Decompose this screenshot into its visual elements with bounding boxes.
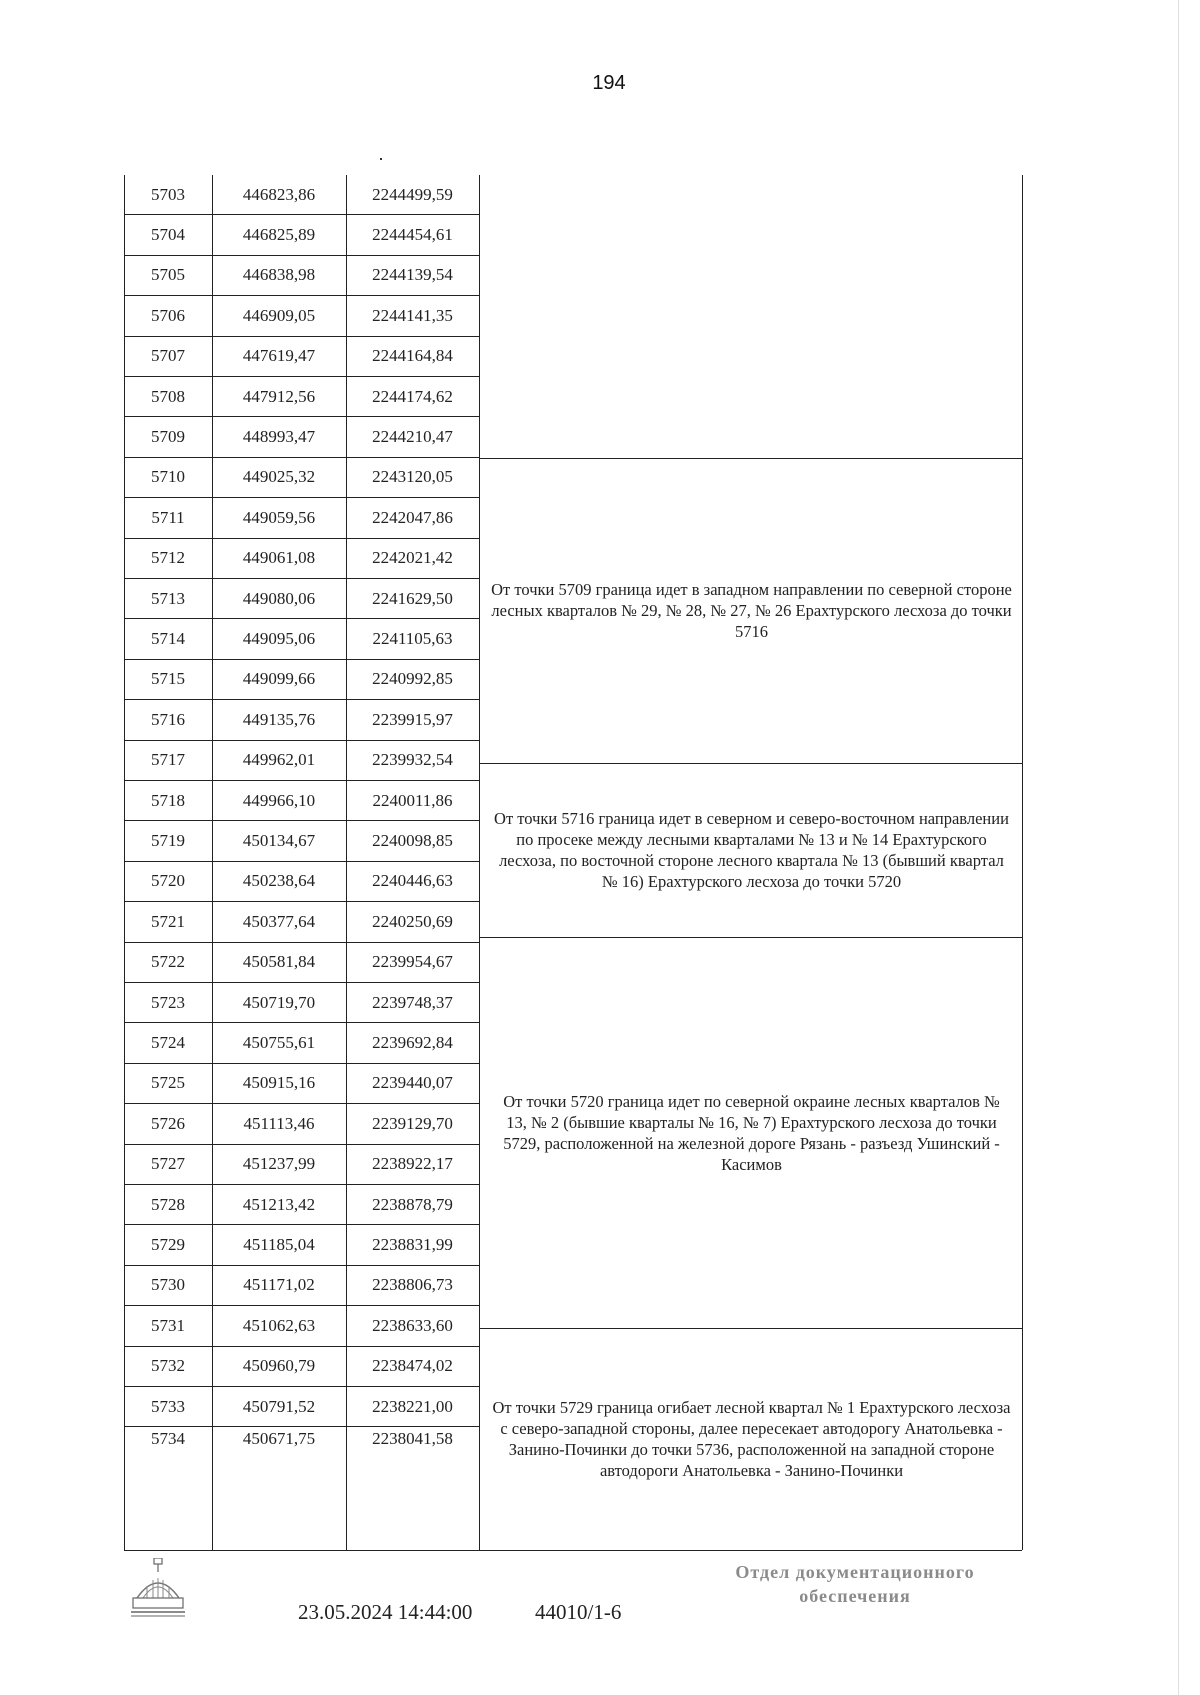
x-coordinate-cell: 450755,61	[242, 1033, 316, 1053]
x-coordinate-cell: 449059,56	[242, 507, 316, 527]
point-number-cell: 5734	[151, 1428, 185, 1448]
table-column-divider	[479, 175, 480, 1550]
x-coordinate-cell: 449135,76	[242, 709, 316, 729]
x-coordinate-cell: 450915,16	[242, 1073, 316, 1093]
x-coordinate-cell: 447619,47	[242, 346, 316, 366]
x-coordinate-cell: 449095,06	[242, 629, 316, 649]
x-coordinate-cell: 446823,86	[242, 184, 316, 204]
x-coordinate-cell: 450719,70	[242, 992, 316, 1012]
table-row	[124, 1347, 479, 1387]
x-coordinate-cell: 450238,64	[242, 871, 316, 891]
emblem-icon	[127, 1558, 189, 1620]
point-number-cell: 5722	[151, 952, 185, 972]
boundary-description: От точки 5720 граница идет по северной окраине лесных кварталов № 13, № 2 (бывшие кварталы № 16, № 7) Ерахтурского лесхоза до точки 5729, расположенной на железной дороге Рязань - разъезд Ушинский - Касимов	[503, 1091, 1000, 1174]
table-row	[124, 1023, 479, 1063]
y-coordinate-cell: 2244454,61	[372, 225, 453, 245]
point-number-cell: 5713	[151, 588, 185, 608]
x-coordinate-cell: 446838,98	[242, 265, 316, 285]
y-coordinate-cell: 2240098,85	[372, 831, 453, 851]
table-border-bottom	[124, 1550, 1022, 1551]
department-stamp	[700, 1560, 1010, 1608]
y-coordinate-cell: 2239954,67	[372, 952, 453, 972]
table-row	[124, 256, 479, 296]
y-coordinate-cell: 2239129,70	[372, 1113, 453, 1133]
point-number-cell: 5712	[151, 548, 185, 568]
y-coordinate-cell: 2239440,07	[372, 1073, 453, 1093]
table-row	[124, 700, 479, 740]
point-number-cell: 5732	[151, 1356, 185, 1376]
point-number-cell: 5730	[151, 1275, 185, 1295]
x-coordinate-cell: 450791,52	[242, 1396, 316, 1416]
table-row	[124, 741, 479, 781]
table-row	[124, 862, 479, 902]
y-coordinate-cell: 2242021,42	[372, 548, 453, 568]
point-number-cell: 5731	[151, 1315, 185, 1335]
table-row	[124, 1185, 479, 1225]
y-coordinate-cell: 2238633,60	[372, 1315, 453, 1335]
x-coordinate-cell: 449025,32	[242, 467, 316, 487]
point-number-cell: 5723	[151, 992, 185, 1012]
point-number-cell: 5718	[151, 790, 185, 810]
y-coordinate-cell: 2238806,73	[372, 1275, 453, 1295]
table-row	[124, 1266, 479, 1306]
table-border-right	[1022, 175, 1023, 1550]
point-number-cell: 5704	[151, 225, 185, 245]
y-coordinate-cell: 2241629,50	[372, 588, 453, 608]
y-coordinate-cell: 2238474,02	[372, 1356, 453, 1376]
y-coordinate-cell: 2244139,54	[372, 265, 453, 285]
x-coordinate-cell: 449080,06	[242, 588, 316, 608]
point-number-cell: 5710	[151, 467, 185, 487]
y-coordinate-cell: 2238922,17	[372, 1154, 453, 1174]
x-coordinate-cell: 451113,46	[243, 1113, 315, 1133]
x-coordinate-cell: 451213,42	[242, 1194, 316, 1214]
table-row	[124, 943, 479, 983]
point-number-cell: 5721	[151, 911, 185, 931]
table-row	[124, 539, 479, 579]
table-row	[124, 175, 479, 215]
table-row	[124, 498, 479, 538]
table-row	[124, 902, 479, 942]
x-coordinate-cell: 451062,63	[242, 1315, 316, 1335]
point-number-cell: 5733	[151, 1396, 185, 1416]
table-row	[124, 1104, 479, 1144]
x-coordinate-cell: 449061,08	[242, 548, 316, 568]
point-number-cell: 5727	[151, 1154, 185, 1174]
table-row	[124, 1387, 479, 1427]
x-coordinate-cell: 450377,64	[242, 911, 316, 931]
x-coordinate-cell: 449962,01	[242, 750, 316, 770]
stamp-line-2: обеспечения	[799, 1586, 911, 1606]
document-code: 44010/1-6	[535, 1600, 622, 1624]
x-coordinate-cell: 447912,56	[242, 386, 316, 406]
y-coordinate-cell: 2239932,54	[372, 750, 453, 770]
point-number-cell: 5708	[151, 386, 185, 406]
table-row	[124, 1427, 479, 1450]
y-coordinate-cell: 2244499,59	[372, 184, 453, 204]
x-coordinate-cell: 448993,47	[242, 427, 316, 447]
document-datetime: 23.05.2024 14:44:00	[298, 1600, 473, 1624]
y-coordinate-cell: 2238221,00	[372, 1396, 453, 1416]
y-coordinate-cell: 2244174,62	[372, 386, 453, 406]
y-coordinate-cell: 2240446,63	[372, 871, 453, 891]
y-coordinate-cell: 2238041,58	[372, 1428, 453, 1448]
point-number-cell: 5705	[151, 265, 185, 285]
page-number: 194	[592, 72, 626, 94]
table-row	[124, 296, 479, 336]
point-number-cell: 5717	[151, 750, 185, 770]
point-number-cell: 5728	[151, 1194, 185, 1214]
stamp-line-1: Отдел документационного	[735, 1562, 975, 1582]
coordinates-table	[124, 175, 1024, 1550]
table-row	[124, 215, 479, 255]
point-number-cell: 5706	[151, 305, 185, 325]
point-number-cell: 5715	[151, 669, 185, 689]
table-row	[124, 1145, 479, 1185]
point-number-cell: 5703	[151, 184, 185, 204]
scan-speck	[380, 158, 382, 160]
boundary-description: От точки 5729 граница огибает лесной квартал № 1 Ерахтурского лесхоза с северо-западной стороны, далее пересекает автодорогу Анатольевка - Занино-Починки до точки 5736, расположенной на западной стороне автодороги Анатольевка - Занино-Починки	[492, 1398, 1011, 1480]
point-number-cell: 5726	[151, 1113, 185, 1133]
x-coordinate-cell: 451237,99	[242, 1154, 316, 1174]
y-coordinate-cell: 2239748,37	[372, 992, 453, 1012]
y-coordinate-cell: 2240250,69	[372, 911, 453, 931]
boundary-description: От точки 5709 граница идет в западном направлении по северной стороне лесных кварталов № 29, № 28, № 27, № 26 Ерахтурского лесхоза до точки 5716	[491, 580, 1012, 641]
point-number-cell: 5711	[151, 507, 185, 527]
x-coordinate-cell: 450581,84	[242, 952, 316, 972]
x-coordinate-cell: 450671,75	[242, 1428, 316, 1448]
table-row	[124, 337, 479, 377]
y-coordinate-cell: 2239692,84	[372, 1033, 453, 1053]
x-coordinate-cell: 446909,05	[242, 305, 316, 325]
y-coordinate-cell: 2240011,86	[372, 790, 453, 810]
x-coordinate-cell: 449099,66	[242, 669, 316, 689]
point-number-cell: 5719	[151, 831, 185, 851]
table-row	[124, 377, 479, 417]
point-number-cell: 5707	[151, 346, 185, 366]
table-row	[124, 458, 479, 498]
y-coordinate-cell: 2244210,47	[372, 427, 453, 447]
x-coordinate-cell: 449966,10	[242, 790, 316, 810]
y-coordinate-cell: 2239915,97	[372, 709, 453, 729]
table-row	[124, 579, 479, 619]
y-coordinate-cell: 2238831,99	[372, 1235, 453, 1255]
point-number-cell: 5720	[151, 871, 185, 891]
point-number-cell: 5724	[151, 1033, 185, 1053]
x-coordinate-cell: 450960,79	[242, 1356, 316, 1376]
y-coordinate-cell: 2240992,85	[372, 669, 453, 689]
table-row	[124, 660, 479, 700]
y-coordinate-cell: 2238878,79	[372, 1194, 453, 1214]
boundary-description: От точки 5716 граница идет в северном и северо-восточном направлении по просеке между лесными кварталами № 13 и № 14 Ерахтурского лесхоза, по восточной стороне лесного квартала № 13 (бывший квартал № 16) Ерахтурского лесхоза до точки 5720	[494, 809, 1009, 891]
scan-edge-mark	[1178, 0, 1179, 1695]
x-coordinate-cell: 451185,04	[243, 1235, 315, 1255]
table-row	[124, 1064, 479, 1104]
table-row	[124, 821, 479, 861]
point-number-cell: 5725	[151, 1073, 185, 1093]
table-row	[124, 1225, 479, 1265]
y-coordinate-cell: 2244164,84	[372, 346, 453, 366]
table-row	[124, 983, 479, 1023]
point-number-cell: 5729	[151, 1235, 185, 1255]
y-coordinate-cell: 2242047,86	[372, 507, 453, 527]
y-coordinate-cell: 2241105,63	[372, 629, 453, 649]
x-coordinate-cell: 451171,02	[243, 1275, 315, 1295]
point-number-cell: 5714	[151, 629, 185, 649]
table-row	[124, 781, 479, 821]
point-number-cell: 5716	[151, 709, 185, 729]
table-row	[124, 619, 479, 659]
y-coordinate-cell: 2243120,05	[372, 467, 453, 487]
x-coordinate-cell: 450134,67	[242, 831, 316, 851]
table-row	[124, 1306, 479, 1346]
y-coordinate-cell: 2244141,35	[372, 305, 453, 325]
point-number-cell: 5709	[151, 427, 185, 447]
table-row	[124, 417, 479, 457]
x-coordinate-cell: 446825,89	[242, 225, 316, 245]
